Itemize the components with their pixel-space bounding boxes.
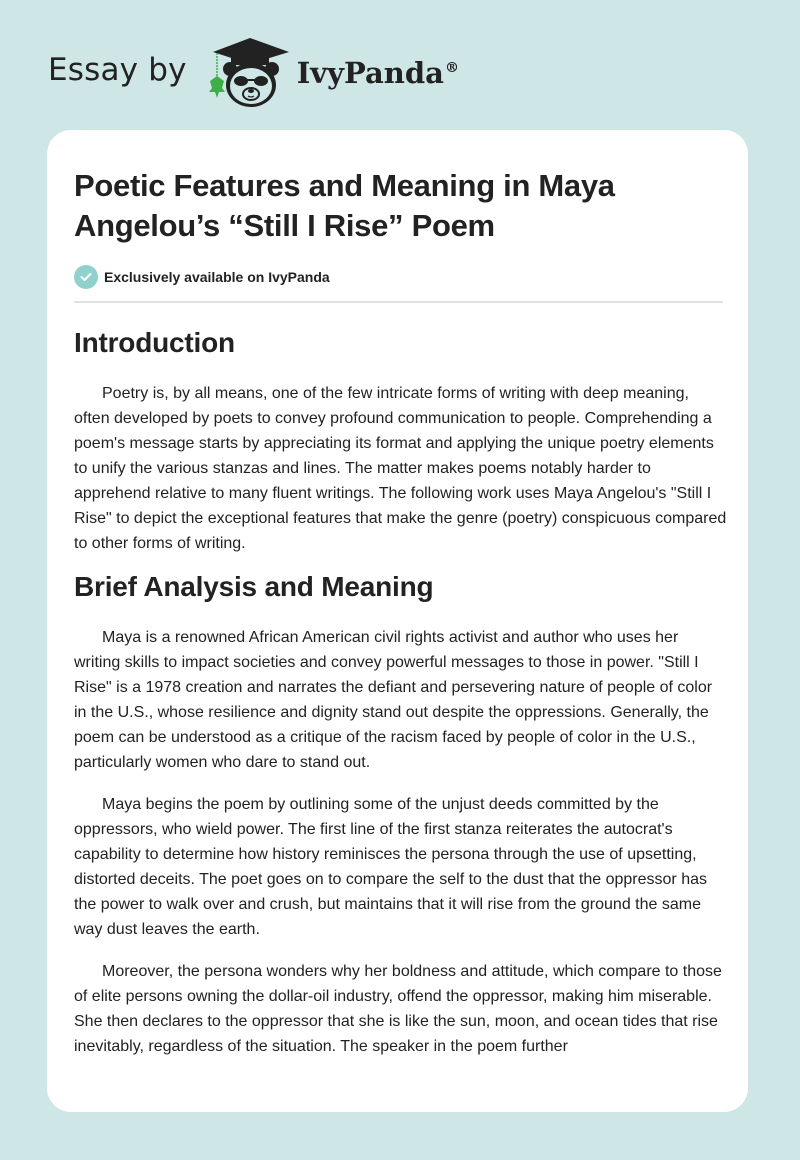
section-heading-brief-analysis: Brief Analysis and Meaning	[74, 571, 434, 602]
check-circle-icon	[74, 265, 98, 289]
section-heading-introduction: Introduction	[74, 327, 235, 358]
paragraph: Maya is a renowned African American civil rights activist and author who uses her writing skills to impact societies and convey powerful messages to those in power. "Still I Rise" is a 1978 creation and narrates the defiant and persevering nature of people of color in the U.S., whose resilience and dignity stand out despite the oppressions. Generally, the poem can be understood as a critique of the racism faced by people of color in the U.S., particularly women who dare to stand out.	[74, 629, 713, 771]
exclusive-badge	[74, 264, 721, 290]
panda-logo-icon[interactable]	[205, 34, 295, 110]
paragraph: Poetry is, by all means, one of the few intricate forms of writing with deep meaning, often developed by poets to convey profound communication to people. Comprehending a poem's message starts by appreciating its format and applying the unique poetry elements to unify the various stanzas and lines. The matter makes poems notably harder to apprehend relative to many fluent writings. The following work uses Maya Angelou's "Still I Rise" to depict the exceptional features that make the genre (poetry) conspicuous compared to other forms of writing.	[74, 385, 727, 552]
brand-name-text: IvyPanda	[296, 56, 444, 90]
brand-name[interactable]	[297, 56, 459, 90]
essay-card	[47, 130, 748, 1112]
exclusive-text: Exclusively available on IvyPanda	[104, 269, 330, 285]
title-divider	[74, 301, 723, 303]
paragraph: Moreover, the persona wonders why her boldness and attitude, which compare to those of elite persons owning the dollar-oil industry, offend the oppressor, making him miserable. She then declares to the oppressor that she is like the sun, moon, and ocean tides that rise inevitably, regardless of the situation. The speaker in the poem further	[74, 963, 722, 1055]
essay-by-label: Essay by	[48, 52, 187, 88]
essay-title: Poetic Features and Meaning in Maya Angelou’s “Still I Rise” Poem	[74, 168, 615, 243]
registered-mark: ®	[444, 60, 459, 77]
paragraph: Maya begins the poem by outlining some of the unjust deeds committed by the oppressors, who wield power. The first line of the first stanza reiterates the autocrat's capability to determine how history reminisces the persona through the use of upsetting, distorted deceits. The poet goes on to compare the self to the dust that the oppressor has the power to walk over and crush, but maintains that it will rise from the ground the same way dust leaves the earth.	[74, 796, 707, 938]
site-header	[48, 34, 459, 110]
